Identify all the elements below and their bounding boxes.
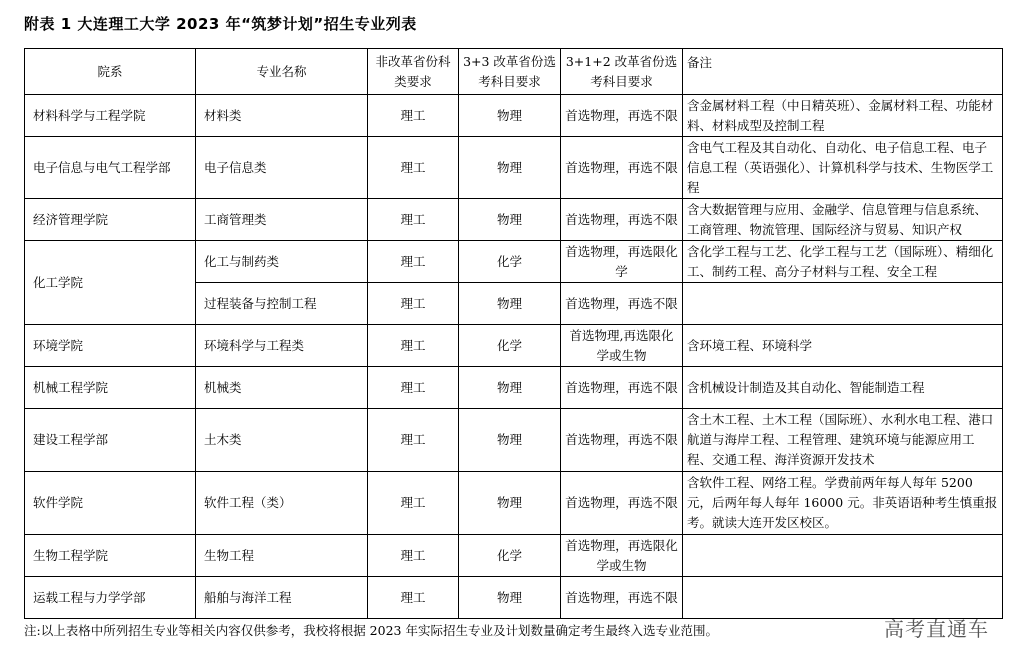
note-cell: 含机械设计制造及其自动化、智能制造工程 <box>683 367 1003 409</box>
document-title: 附表 1 大连理工大学 2023 年“筑梦计划”招生专业列表 <box>24 15 417 33</box>
footnote: 注:以上表格中所列招生专业等相关内容仅供参考，我校将根据 2023 年实际招生专业及计划数量确定考生最终入选专业范围。 <box>24 623 718 638</box>
non-reform-cell: 理工 <box>368 472 459 535</box>
table-row <box>25 577 1003 619</box>
college-cell: 软件学院 <box>25 472 196 535</box>
r33-cell: 物理 <box>459 137 561 199</box>
note-cell: 含电气工程及其自动化、自动化、电子信息工程、电子信息工程（英语强化）、计算机科学与技术、生物医学工程 <box>683 137 1003 199</box>
r33-cell: 物理 <box>459 199 561 241</box>
college-cell: 机械工程学院 <box>25 367 196 409</box>
r312-cell: 首选物理，再选不限 <box>561 283 683 325</box>
header-note: 备注 <box>683 49 1003 95</box>
r33-cell: 物理 <box>459 409 561 472</box>
note-cell: 含化学工程与工艺、化学工程与工艺（国际班）、精细化工、制药工程、高分子材料与工程、安全工程 <box>683 241 1003 283</box>
r33-cell: 化学 <box>459 325 561 367</box>
table-row <box>25 137 1003 199</box>
college-cell: 化工学院 <box>25 241 196 325</box>
table-header-row <box>25 49 1003 95</box>
r312-cell: 首选物理，再选不限 <box>561 472 683 535</box>
r33-cell: 化学 <box>459 241 561 283</box>
r312-cell: 首选物理，再选不限 <box>561 367 683 409</box>
r312-cell: 首选物理，再选不限 <box>561 199 683 241</box>
r33-cell: 物理 <box>459 283 561 325</box>
major-cell: 化工与制药类 <box>196 241 368 283</box>
major-cell: 船舶与海洋工程 <box>196 577 368 619</box>
header-3-1-2: 3+1+2 改革省份选考科目要求 <box>561 49 683 95</box>
table-row <box>25 472 1003 535</box>
r33-cell: 物理 <box>459 95 561 137</box>
college-cell: 环境学院 <box>25 325 196 367</box>
r33-cell: 物理 <box>459 577 561 619</box>
header-major: 专业名称 <box>196 49 368 95</box>
r312-cell: 首选物理，再选不限 <box>561 137 683 199</box>
note-cell: 含软件工程、网络工程。学费前两年每人每年 5200 元，后两年每人每年 16000 元。非英语语种考生慎重报考。就读大连开发区校区。 <box>683 472 1003 535</box>
header-3-3: 3+3 改革省份选考科目要求 <box>459 49 561 95</box>
r33-cell: 物理 <box>459 367 561 409</box>
non-reform-cell: 理工 <box>368 283 459 325</box>
table-row <box>25 325 1003 367</box>
non-reform-cell: 理工 <box>368 577 459 619</box>
table-row <box>25 409 1003 472</box>
major-cell: 环境科学与工程类 <box>196 325 368 367</box>
r33-cell: 物理 <box>459 472 561 535</box>
header-non-reform: 非改革省份科类要求 <box>368 49 459 95</box>
major-cell: 材料类 <box>196 95 368 137</box>
r312-cell: 首选物理，再选限化学或生物 <box>561 535 683 577</box>
college-cell: 运载工程与力学学部 <box>25 577 196 619</box>
note-cell: 含金属材料工程（中日精英班）、金属材料工程、功能材料、材料成型及控制工程 <box>683 95 1003 137</box>
non-reform-cell: 理工 <box>368 199 459 241</box>
r312-cell: 首选物理，再选不限 <box>561 95 683 137</box>
r33-cell: 化学 <box>459 535 561 577</box>
non-reform-cell: 理工 <box>368 367 459 409</box>
college-cell: 生物工程学院 <box>25 535 196 577</box>
watermark: 高考直通车 <box>884 617 989 641</box>
college-cell: 经济管理学院 <box>25 199 196 241</box>
note-cell: 含环境工程、环境科学 <box>683 325 1003 367</box>
header-college: 院系 <box>25 49 196 95</box>
non-reform-cell: 理工 <box>368 137 459 199</box>
table-row <box>25 199 1003 241</box>
r312-cell: 首选物理，再选限化学 <box>561 241 683 283</box>
r312-cell: 首选物理,再选限化学或生物 <box>561 325 683 367</box>
note-cell <box>683 283 1003 325</box>
non-reform-cell: 理工 <box>368 325 459 367</box>
table-row <box>25 535 1003 577</box>
non-reform-cell: 理工 <box>368 409 459 472</box>
table-row <box>25 241 1003 283</box>
major-cell: 软件工程（类） <box>196 472 368 535</box>
note-cell <box>683 535 1003 577</box>
table-row <box>25 367 1003 409</box>
major-cell: 机械类 <box>196 367 368 409</box>
major-cell: 工商管理类 <box>196 199 368 241</box>
majors-table <box>24 48 1003 619</box>
r312-cell: 首选物理，再选不限 <box>561 409 683 472</box>
college-cell: 建设工程学部 <box>25 409 196 472</box>
note-cell: 含土木工程、土木工程（国际班）、水利水电工程、港口航道与海岸工程、工程管理、建筑环境与能源应用工程、交通工程、海洋资源开发技术 <box>683 409 1003 472</box>
non-reform-cell: 理工 <box>368 241 459 283</box>
major-cell: 过程装备与控制工程 <box>196 283 368 325</box>
non-reform-cell: 理工 <box>368 95 459 137</box>
major-cell: 土木类 <box>196 409 368 472</box>
college-cell: 材料科学与工程学院 <box>25 95 196 137</box>
table-row <box>25 95 1003 137</box>
non-reform-cell: 理工 <box>368 535 459 577</box>
major-cell: 电子信息类 <box>196 137 368 199</box>
major-cell: 生物工程 <box>196 535 368 577</box>
note-cell: 含大数据管理与应用、金融学、信息管理与信息系统、工商管理、物流管理、国际经济与贸易、知识产权 <box>683 199 1003 241</box>
college-cell: 电子信息与电气工程学部 <box>25 137 196 199</box>
r312-cell: 首选物理，再选不限 <box>561 577 683 619</box>
